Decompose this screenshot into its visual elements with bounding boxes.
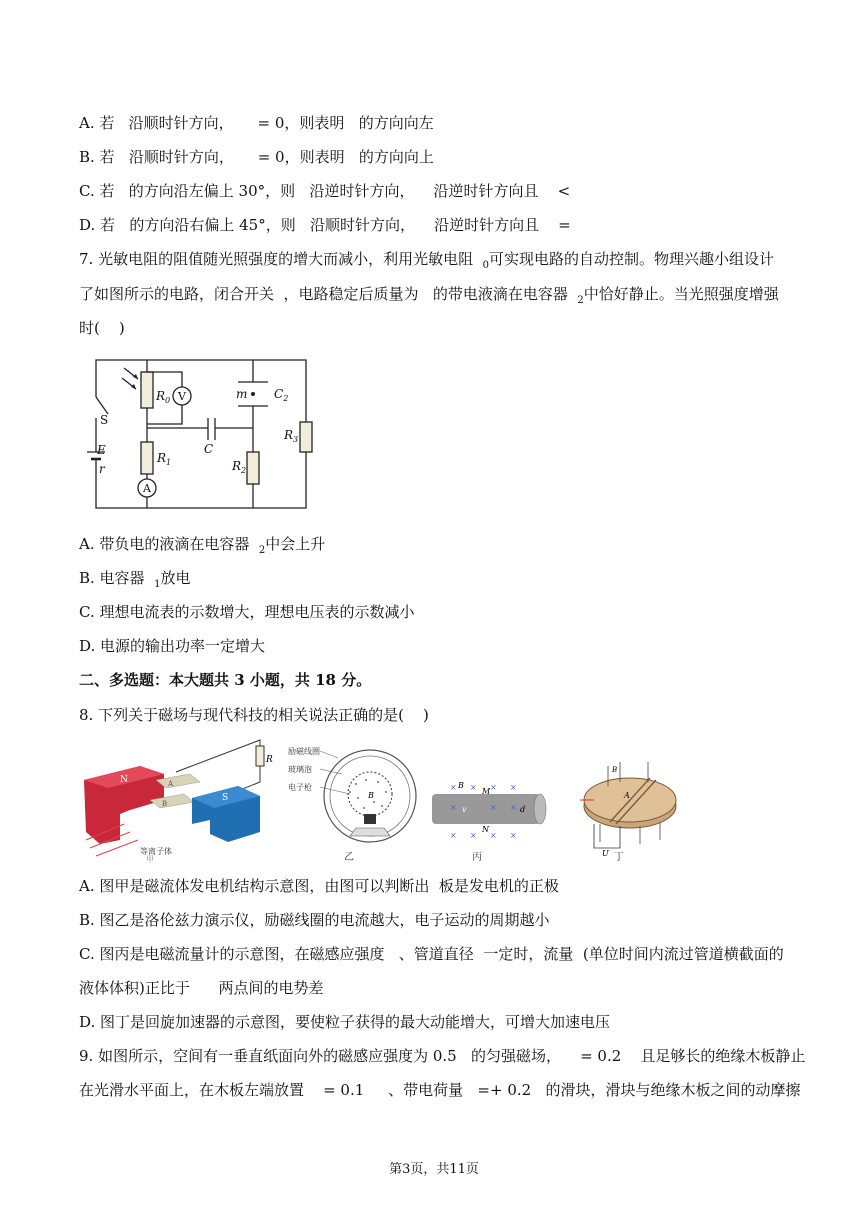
figure-ding — [580, 762, 676, 863]
q7-stem-line3: 时( ) — [79, 319, 125, 337]
d-label: d — [520, 805, 526, 814]
r0-label: $R_0$ — [156, 389, 171, 405]
n-label: N — [482, 825, 489, 834]
svg-text:×: × — [490, 803, 497, 812]
magnet-s-label: S — [222, 793, 229, 803]
q8-option-c-line2: 液体体积)正比于 两点间的电势差 — [79, 979, 324, 997]
figure-yi — [288, 746, 416, 863]
mass-label: m — [236, 387, 248, 401]
resistor-r-label: R — [266, 755, 273, 765]
q7-option-c: C. 理想电流表的示数增大，理想电压表的示数减小 — [79, 603, 415, 621]
svg-text:×: × — [510, 783, 517, 792]
q7-stem-line1: 7. 光敏电阻的阻值随光照强度的增大而减小，利用光敏电阻 $_0$可实现电路的自动控制。物理兴趣小组设计 — [79, 250, 775, 271]
plate-b-label: B — [162, 800, 168, 808]
r1-label: $R_1$ — [157, 451, 172, 467]
page-footer: 第3页，共11页 — [389, 1162, 479, 1177]
capacitor-c-label: C — [204, 442, 214, 456]
q6-option-a: A. 若 沿顺时针方向， = 0，则表明 的方向向左 — [79, 114, 434, 132]
svg-text:×: × — [510, 831, 517, 840]
svg-text:×: × — [470, 831, 477, 840]
q7-option-d: D. 电源的输出功率一定增大 — [79, 637, 266, 655]
r2-label: $R_2$ — [232, 459, 247, 475]
v-label: v — [462, 805, 467, 814]
svg-text:×: × — [450, 783, 457, 792]
figure-bing — [432, 781, 546, 863]
q8-option-b: B. 图乙是洛伦兹力演示仪，励磁线圈的电流越大，电子运动的周期越小 — [79, 911, 550, 929]
q6-option-d: D. 若 的方向沿右偏上 45°，则 沿顺时针方向， 沿逆时针方向且 = — [79, 216, 571, 234]
figure-jia-caption: 甲 — [146, 855, 154, 864]
q7-circuit-diagram — [80, 352, 330, 514]
internal-resistance-label: r — [99, 462, 105, 476]
m-label: M — [482, 787, 491, 796]
q8-figures — [80, 736, 680, 864]
plate-a-label: A — [168, 780, 174, 788]
plate-a-label-ding: A — [624, 791, 630, 800]
section-heading: 二、多选题：本大题共 3 小题，共 18 分。 — [79, 671, 372, 689]
figure-bing-caption: 丙 — [472, 852, 482, 863]
emf-label: E — [97, 443, 106, 457]
figure-jia — [84, 740, 273, 864]
c2-label: $C_2$ — [274, 387, 289, 403]
q8-option-a: A. 图甲是磁流体发电机结构示意图，由图可以判断出 板是发电机的正极 — [79, 877, 559, 895]
svg-text:×: × — [510, 803, 517, 812]
b-field-label-bing: B — [458, 781, 464, 790]
svg-text:×: × — [450, 803, 457, 812]
b-field-label-yi: B — [368, 791, 374, 800]
q8-stem: 8. 下列关于磁场与现代科技的相关说法正确的是( ) — [79, 706, 429, 724]
q7-option-b: B. 电容器 $_1$放电 — [79, 569, 191, 590]
magnet-n-label: N — [120, 775, 128, 785]
ammeter-label: A — [143, 482, 151, 495]
electron-gun-label: 电子枪 — [288, 783, 312, 792]
r3-label: $R_3$ — [284, 428, 299, 444]
plasma-label: 等离子体 — [140, 847, 172, 856]
q7-stem-line2: 了如图所示的电路，闭合开关 ，电路稳定后质量为 的带电液滴在电容器 $_2$中恰好静止。当光照强度增强 — [79, 285, 779, 306]
q6-option-b: B. 若 沿顺时针方向， = 0，则表明 的方向向上 — [79, 148, 434, 166]
q9-stem-line1: 9. 如图所示，空间有一垂直纸面向外的磁感应强度为 0.5 的匀强磁场， = 0.2 且足够长的绝缘木板静止 — [79, 1047, 806, 1065]
q8-option-c-line1: C. 图丙是电磁流量计的示意图，在磁感应强度 、管道直径 一定时，流量 (单位时间内流过管道横截面的 — [79, 945, 784, 963]
b-field-label-ding: B — [612, 766, 618, 774]
switch-label: S — [100, 413, 109, 427]
svg-text:×: × — [470, 783, 477, 792]
q9-stem-line2: 在光滑水平面上，在木板左端放置 = 0.1 、带电荷量 =+ 0.2 的滑块，滑块与绝缘木板之间的动摩擦 — [79, 1081, 801, 1099]
figure-yi-caption: 乙 — [344, 852, 354, 863]
bulb-label: 玻璃泡 — [288, 765, 312, 774]
coil-label: 励磁线圈 — [288, 747, 320, 756]
svg-text:×: × — [450, 831, 457, 840]
figure-ding-caption: 丁 — [614, 852, 624, 863]
u-label: U — [602, 849, 609, 858]
q6-option-c: C. 若 的方向沿左偏上 30°，则 沿逆时针方向， 沿逆时针方向且 < — [79, 182, 571, 200]
q7-option-a: A. 带负电的液滴在电容器 $_2$中会上升 — [79, 535, 326, 556]
q8-option-d: D. 图丁是回旋加速器的示意图，要使粒子获得的最大动能增大，可增大加速电压 — [79, 1013, 611, 1031]
svg-text:×: × — [490, 783, 497, 792]
voltmeter-label: V — [178, 390, 186, 403]
svg-text:×: × — [490, 831, 497, 840]
